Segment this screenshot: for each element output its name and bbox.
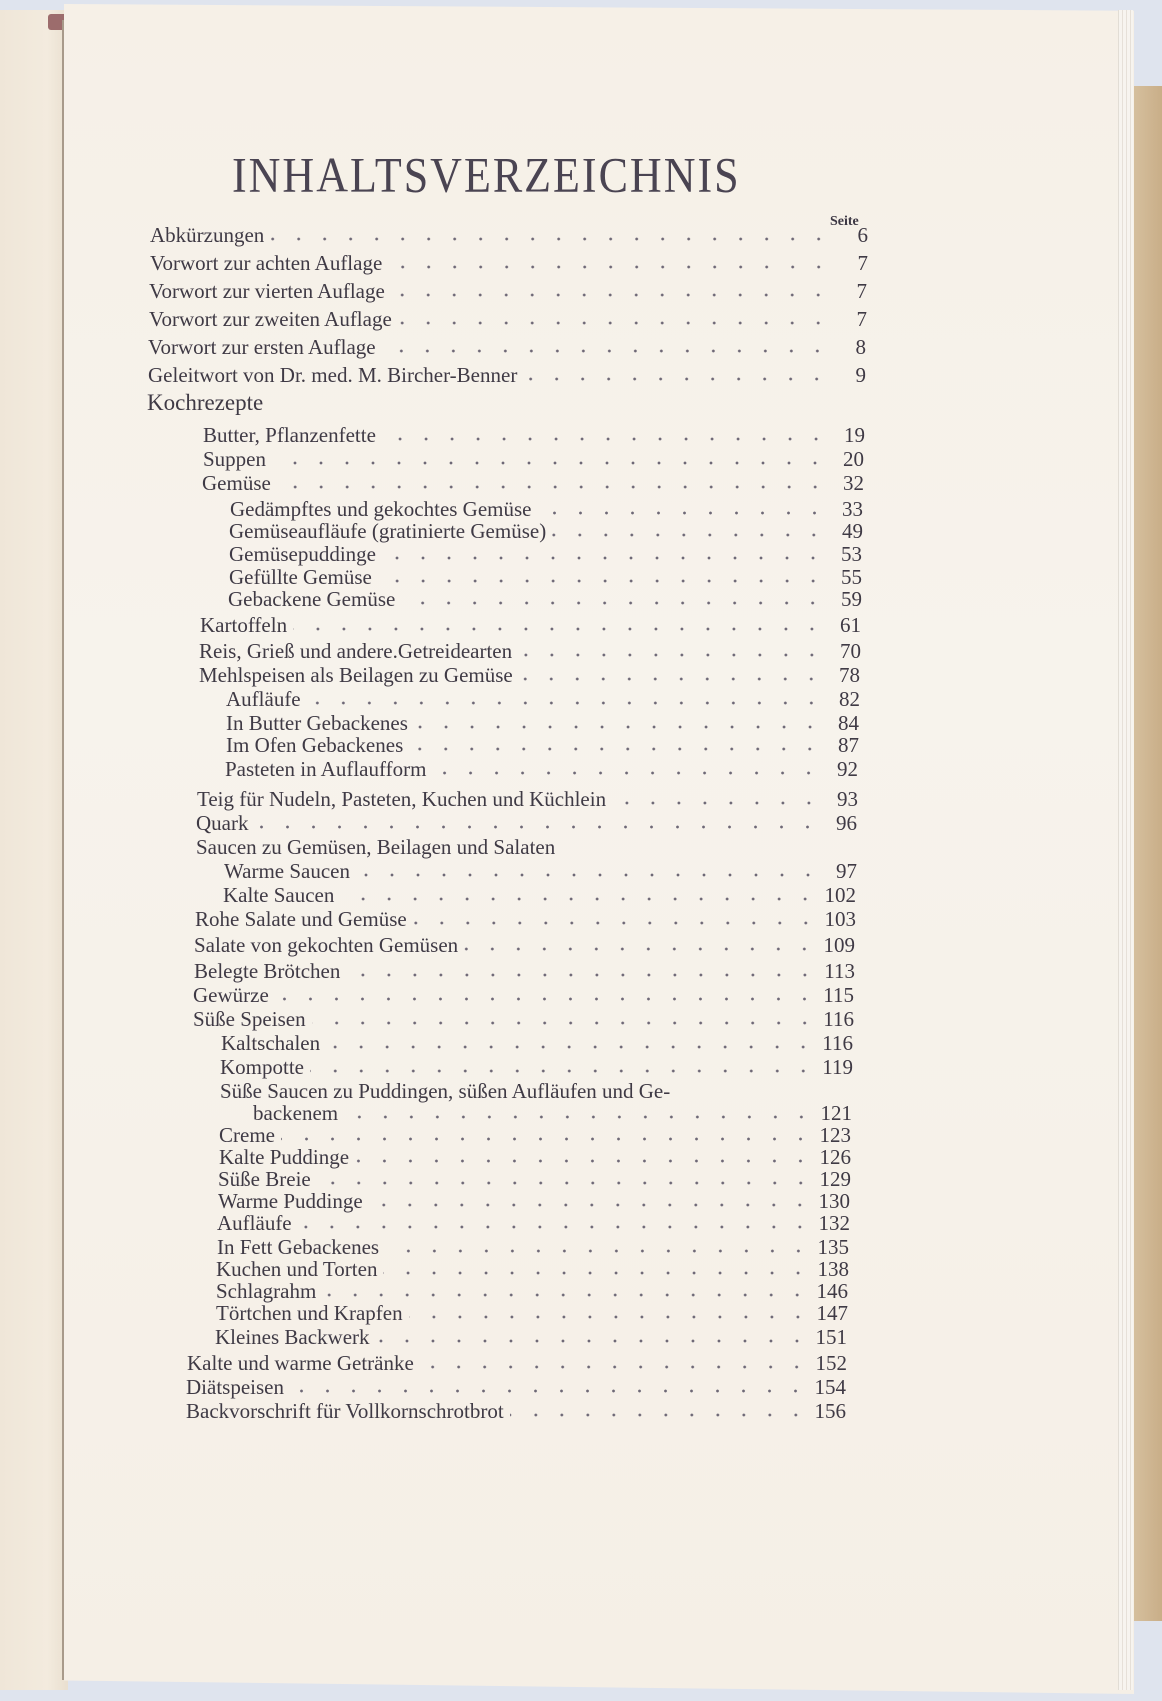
dot-leader (290, 1386, 809, 1396)
toc-entry (186, 1376, 846, 1400)
toc-entry-page-number: 70 (840, 639, 861, 663)
toc-entry-page-number: 154 (814, 1375, 846, 1399)
toc-entry-title: Kuchen und Torten (216, 1257, 378, 1281)
dot-leader (317, 1178, 814, 1188)
dot-leader (326, 1042, 816, 1052)
toc-entry-title: Pasteten in Auflaufform (225, 757, 427, 781)
toc-entry-page-number: 7 (856, 307, 867, 331)
toc-entry (253, 1102, 852, 1126)
toc-entry (147, 392, 865, 416)
toc-entry (221, 1032, 853, 1056)
toc-entry-title: Quark (196, 811, 249, 835)
toc-entry (196, 836, 857, 860)
toc-entry (187, 1352, 847, 1376)
dot-leader (382, 553, 826, 563)
toc-entry-title: Suppen (203, 447, 266, 471)
toc-entry (194, 960, 855, 984)
dot-leader (356, 870, 821, 880)
toc-entry-title: Gemüse (202, 471, 271, 495)
toc-entry-title: Kalte Puddinge (219, 1145, 350, 1169)
toc-entry-page-number: 151 (815, 1325, 847, 1349)
toc-entry (149, 280, 867, 304)
dot-leader (254, 822, 821, 832)
toc-entry-title: Törtchen und Krapfen (216, 1301, 403, 1325)
toc-entry-page-number: 33 (842, 497, 863, 521)
toc-entry (193, 1008, 854, 1032)
toc-entry (194, 934, 855, 958)
dot-leader (398, 318, 831, 328)
toc-entry (226, 688, 860, 712)
dot-leader (376, 1336, 810, 1346)
toc-entry-page-number: 93 (837, 787, 858, 811)
toc-entry-title: Süße Breie (218, 1167, 311, 1191)
dot-leader (298, 1222, 813, 1232)
toc-entry (216, 1302, 848, 1326)
dot-leader (277, 482, 828, 492)
toc-entry-title: Gewürze (193, 983, 269, 1007)
toc-entry-page-number: 82 (839, 687, 860, 711)
toc-entry-title: Belegte Brötchen (194, 959, 341, 983)
dot-leader (369, 1200, 813, 1210)
dot-leader (272, 458, 828, 468)
toc-entry-title: Kalte Saucen (223, 883, 335, 907)
toc-entry (217, 1212, 850, 1236)
toc-entry-page-number: 116 (823, 1007, 854, 1031)
dot-leader (310, 1066, 816, 1076)
toc-entry-title: Warme Puddinge (218, 1189, 363, 1213)
toc-entry-page-number: 97 (836, 859, 857, 883)
toc-entry-page-number: 6 (857, 223, 868, 247)
toc-entry-title: Gemüseaufläufe (gratinierte Gemüse) (229, 519, 547, 543)
toc-entry (224, 860, 857, 884)
toc-entry-title: Süße Speisen (193, 1007, 306, 1031)
dot-leader (270, 234, 832, 244)
toc-entry (195, 908, 856, 932)
toc-entry (150, 252, 868, 276)
toc-entry-title: In Fett Gebackenes (217, 1235, 380, 1259)
toc-entry (196, 812, 857, 836)
toc-entry-page-number: 59 (841, 587, 862, 611)
toc-entry-title: Warme Saucen (224, 859, 350, 883)
dot-leader (275, 994, 817, 1004)
toc-entry-page-number: 49 (842, 519, 863, 543)
toc-entry-page-number: 129 (819, 1167, 851, 1191)
toc-entry (149, 308, 867, 332)
dot-leader (519, 674, 824, 684)
toc-entry-page-number: 9 (855, 363, 866, 387)
dot-leader (322, 1290, 810, 1300)
dot-leader (382, 346, 830, 356)
toc-entry-page-number: 53 (841, 542, 862, 566)
toc-entry-title: Vorwort zur achten Auflage (150, 251, 383, 275)
toc-entry-page-number: 121 (820, 1101, 852, 1125)
toc-entry-title: Creme (219, 1123, 275, 1147)
dot-leader (401, 598, 826, 608)
toc-entry (186, 1400, 846, 1424)
toc-entry-page-number: 32 (843, 471, 864, 495)
toc-entry-title: Süße Saucen zu Puddingen, süßen Aufläufen und Ge- (220, 1079, 671, 1103)
toc-entry-title: Gefüllte Gemüse (229, 565, 372, 589)
toc-entry (225, 758, 858, 782)
toc-entry-page-number: 132 (818, 1211, 850, 1235)
toc-entry-page-number: 126 (819, 1145, 851, 1169)
dot-leader (538, 508, 828, 518)
toc-entry-page-number: 102 (824, 883, 856, 907)
toc-entry-title: Kalte und warme Getränke (187, 1351, 414, 1375)
toc-entry-page-number: 8 (855, 335, 866, 359)
toc-entry-page-number: 156 (814, 1399, 846, 1423)
toc-entry-title: Geleitwort von Dr. med. M. Bircher-Benner (148, 363, 518, 387)
toc-entry-title: Gebackene Gemüse (228, 587, 396, 611)
dot-leader (307, 698, 824, 708)
toc-entry-title: Vorwort zur ersten Auflage (148, 335, 376, 359)
toc-entry-title: Saucen zu Gemüsen, Beilagen und Salaten (196, 835, 556, 859)
toc-entry-page-number: 78 (839, 663, 860, 687)
dot-leader (409, 744, 823, 754)
toc-entry-title: In Butter Gebackenes (226, 711, 408, 735)
toc-entry-page-number: 19 (844, 423, 865, 447)
facing-page (0, 10, 68, 1690)
toc-entry (199, 640, 861, 664)
toc-entry (219, 1146, 851, 1170)
page-title: INHALTSVERZEICHNIS (232, 148, 741, 203)
toc-entry-page-number: 119 (822, 1055, 853, 1079)
toc-entry-title: Schlagrahm (216, 1279, 317, 1303)
dot-leader (346, 970, 818, 980)
toc-entry (228, 588, 862, 612)
dot-leader (420, 1362, 810, 1372)
toc-entry-page-number: 84 (838, 711, 859, 735)
dot-leader (612, 798, 822, 808)
dot-leader (391, 290, 831, 300)
toc-entry-title: Rohe Salate und Gemüse (195, 907, 407, 931)
toc-entry-title: Kompotte (220, 1055, 304, 1079)
dot-leader (414, 722, 823, 732)
toc-entry-page-number: 138 (817, 1257, 849, 1281)
toc-entry-page-number: 7 (856, 279, 867, 303)
toc-entry-title: Backvorschrift für Vollkornschrotbrot (186, 1399, 504, 1423)
dot-leader (413, 918, 819, 928)
toc-entry-title: Im Ofen Gebackenes (226, 733, 404, 757)
dot-leader (385, 1246, 811, 1256)
toc-entry-page-number: 130 (818, 1189, 850, 1213)
toc-entry-title: Mehlspeisen als Beilagen zu Gemüse (199, 663, 513, 687)
toc-entry (203, 424, 865, 448)
toc-entry-title: Kartoffeln (200, 613, 288, 637)
toc-entry (218, 1190, 850, 1214)
dot-leader (510, 1410, 809, 1420)
toc-entry (148, 364, 866, 388)
dot-leader (293, 624, 825, 634)
toc-entry (148, 336, 866, 360)
dot-leader (344, 1112, 814, 1122)
toc-entry-page-number: 55 (841, 565, 862, 589)
toc-entry-title: Kleines Backwerk (215, 1325, 370, 1349)
dot-leader (378, 576, 826, 586)
toc-entry (229, 543, 862, 567)
toc-entry-page-number: 146 (816, 1279, 848, 1303)
toc-entry (193, 984, 854, 1008)
toc-entry-title: Gemüsepuddinge (229, 542, 376, 566)
toc-entry-title: Aufläufe (217, 1211, 292, 1235)
dot-leader (409, 1312, 811, 1322)
toc-entry (229, 520, 863, 544)
toc-entry-page-number: 152 (815, 1351, 847, 1375)
toc-entry (226, 734, 859, 758)
dot-leader (464, 944, 817, 954)
toc-entry-page-number: 20 (843, 447, 864, 471)
toc-entry-title: Vorwort zur zweiten Auflage (149, 307, 392, 331)
toc-entry-page-number: 116 (822, 1031, 853, 1055)
toc-entry-title: Abkürzungen (150, 223, 265, 247)
toc-entry-title: Kochrezepte (147, 390, 264, 415)
toc-entry-title: Kaltschalen (221, 1031, 321, 1055)
toc-entry (200, 614, 861, 638)
toc-entry-page-number: 147 (816, 1301, 848, 1325)
toc-entry-page-number: 109 (823, 933, 855, 957)
toc-entry-title: Reis, Grieß und andere.Getreidearten (199, 639, 513, 663)
toc-entry-page-number: 7 (857, 251, 868, 275)
dot-leader (383, 1268, 811, 1278)
toc-entry-title: Butter, Pflanzenfette (203, 423, 376, 447)
toc-entry (199, 664, 860, 688)
dot-leader (523, 374, 830, 384)
page-column-header: Seite (830, 214, 859, 229)
toc-entry-title: Diätspeisen (186, 1375, 284, 1399)
page-edges (1118, 10, 1133, 1690)
toc-entry (215, 1326, 847, 1350)
dot-leader (432, 768, 822, 778)
toc-entry (150, 224, 868, 248)
toc-entry (202, 472, 864, 496)
toc-entry-page-number: 135 (817, 1235, 849, 1259)
toc-entry-page-number: 103 (824, 907, 856, 931)
dot-leader (281, 1134, 814, 1144)
gutter-line (62, 20, 64, 1680)
dot-leader (388, 262, 832, 272)
dot-leader (312, 1018, 818, 1028)
toc-entry-title: backenem (253, 1101, 339, 1125)
toc-entry-title: Vorwort zur vierten Auflage (149, 279, 385, 303)
toc-entry-page-number: 113 (824, 959, 855, 983)
toc-entry-page-number: 61 (840, 613, 861, 637)
dot-leader (552, 530, 827, 540)
dot-leader (518, 650, 825, 660)
toc-entry-title: Salate von gekochten Gemüsen (194, 933, 459, 957)
toc-entry-page-number: 115 (823, 983, 854, 1007)
toc-entry-title: Aufläufe (226, 687, 301, 711)
toc-entry-page-number: 96 (836, 811, 857, 835)
toc-entry-title: Gedämpftes und gekochtes Gemüse (230, 497, 532, 521)
toc-entry (203, 448, 864, 472)
toc-entry-page-number: 87 (838, 733, 859, 757)
toc-entry (197, 788, 858, 812)
toc-entry-page-number: 123 (819, 1123, 851, 1147)
dot-leader (340, 894, 818, 904)
dot-leader (355, 1156, 813, 1166)
toc-entry (223, 884, 856, 908)
dot-leader (382, 434, 829, 444)
toc-entry (220, 1056, 853, 1080)
toc-entry-title: Teig für Nudeln, Pasteten, Kuchen und Küchlein (197, 787, 607, 811)
toc-entry-page-number: 92 (837, 757, 858, 781)
